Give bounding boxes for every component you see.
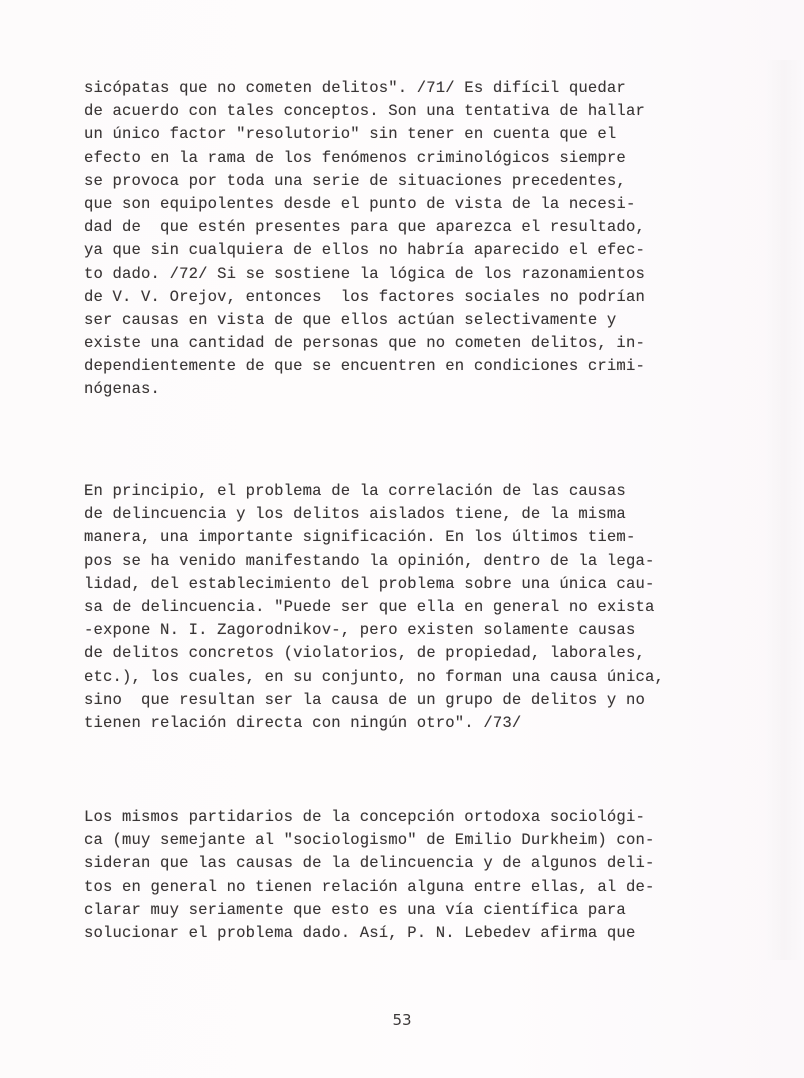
text-line: se provoca por toda una serie de situaciones precedentes,: [84, 171, 626, 190]
text-line: de delitos concretos (violatorios, de propiedad, laborales,: [84, 644, 645, 663]
text-line: sa de delincuencia. "Puede ser que ella en general no exista: [84, 597, 655, 616]
text-line: to dado. /72/ Si se sostiene la lógica de los razonamientos: [84, 264, 645, 283]
text-line: Los mismos partidarios de la concepción ortodoxa sociológi-: [84, 808, 645, 826]
text-line: dad de que estén presentes para que aparezca el resultado,: [84, 218, 645, 237]
paragraph-3: [84, 806, 764, 945]
text-line: manera, una importante significación. En los últimos tiem-: [84, 528, 636, 547]
page-number: 53: [392, 1011, 412, 1029]
paragraph-2: [84, 480, 764, 735]
text-line: de V. V. Orejov, entonces los factores sociales no podrían: [84, 287, 645, 306]
text-line: clarar muy seriamente que esto es una vía científica para: [84, 900, 626, 919]
text-line: efecto en la rama de los fenómenos criminológicos siempre: [84, 148, 626, 167]
text-line: ya que sin cualquiera de ellos no habría aparecido el efec-: [84, 241, 645, 260]
text-line: En principio, el problema de la correlación de las causas: [84, 482, 626, 500]
text-line: ser causas en vista de que ellos actúan selectivamente y: [84, 310, 617, 329]
text-line: -expone N. I. Zagorodnikov-, pero existen solamente causas: [84, 621, 636, 640]
text-line: nógenas.: [84, 380, 161, 399]
text-line: existe una cantidad de personas que no cometen delitos, in-: [84, 334, 645, 353]
text-line: pos se ha venido manifestando la opinión, dentro de la lega-: [84, 551, 655, 570]
text-line: solucionar el problema dado. Así, P. N. Lebedev afirma que: [84, 923, 636, 942]
text-line: tos en general no tienen relación alguna entre ellas, al de-: [84, 877, 655, 896]
text-line: sino que resultan ser la causa de un grupo de delitos y no: [84, 690, 645, 709]
scan-edge-shadow: [764, 60, 804, 960]
text-line: que son equipolentes desde el punto de vista de la necesi-: [84, 194, 636, 213]
text-line: un único factor "resolutorio" sin tener en cuenta que el: [84, 125, 617, 144]
text-line: sideran que las causas de la delincuencia y de algunos deli-: [84, 854, 655, 873]
text-line: dependientemente de que se encuentren en condiciones crimi-: [84, 357, 645, 376]
paragraph-1: [84, 77, 764, 402]
text-line: de delincuencia y los delitos aislados tiene, de la misma: [84, 505, 626, 524]
text-line: etc.), los cuales, en su conjunto, no forman una causa única,: [84, 667, 664, 686]
text-line: sicópatas que no cometen delitos". /71/ Es difícil quedar: [84, 79, 626, 97]
text-line: de acuerdo con tales conceptos. Son una tentativa de hallar: [84, 102, 645, 121]
text-line: lidad, del establecimiento del problema sobre una única cau-: [84, 574, 655, 593]
text-line: tienen relación directa con ningún otro". /73/: [84, 713, 522, 732]
text-line: ca (muy semejante al "sociologismo" de Emilio Durkheim) con-: [84, 831, 655, 850]
